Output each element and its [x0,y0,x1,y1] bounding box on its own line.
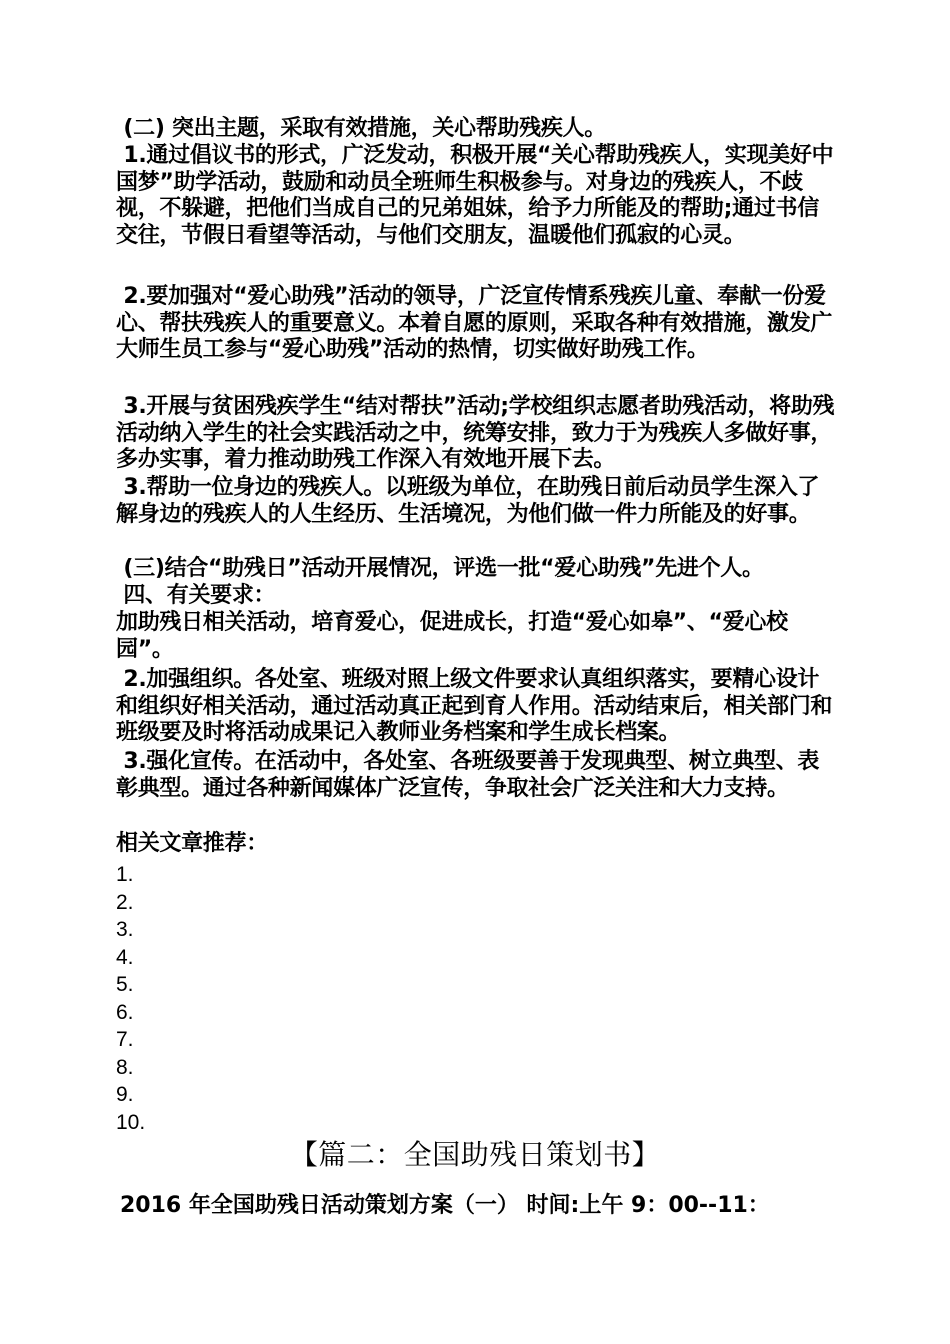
paragraph-requirement-2: 2.加强组织。各处室、班级对照上级文件要求认真组织落实，要精心设计和组织好相关活动，通过活动真正起到育人作用。活动结束后，相关部门和班级要及时将活动成果记入教师业务档案和学生成长档案。 [116,667,833,746]
list-item: 6. [116,1000,134,1024]
list-item: 4. [116,945,134,969]
list-item: 7. [116,1028,134,1051]
paragraph-item-2: 2.要加强对“爱心助残”活动的领导，广泛宣传情系残疾儿童、奉献一份爱心、帮扶残疾人的重要意义。本着自愿的原则，采取各种有效措施，激发广大师生员工参与“爱心助残”活动的热情，切实做好助残工作。 [116,284,833,363]
list-item: 5. [116,973,134,996]
recommended-list [116,861,145,1136]
recommended-heading: 相关文章推荐： [116,831,268,856]
list-item: 1. [116,863,134,886]
heading-requirements: 四、有关要求： [116,583,276,608]
plan-title-line: 2016 年全国助残日活动策划方案（一） 时间:上午 9：00--11： [120,1193,770,1218]
list-item: 10. [116,1110,146,1134]
paragraph-requirement-3: 3.强化宣传。在活动中，各处室、各班级要善于发现典型、树立典型、表彰典型。通过各种新闻媒体广泛宣传，争取社会广泛关注和大力支持。 [116,749,820,801]
list-item: 9. [116,1083,134,1106]
paragraph-item-3b: 3.帮助一位身边的残疾人。以班级为单位，在助残日前后动员学生深入了解身边的残疾人的人生经历、生活境况，为他们做一件力所能及的好事。 [116,475,820,527]
heading-section-3-b: (三)结合“助残日”活动开展情况，评选一批“爱心助残”先进个人。 [116,556,764,581]
paragraph-item-3a: 3.开展与贫困残疾学生“结对帮扶”活动;学校组织志愿者助残活动，将助残活动纳入学生的社会实践活动之中，统筹安排，致力于为残疾人多做好事，多办实事，着力推动助残工作深入有效地开展下去。 [116,394,835,473]
list-item: 2. [116,890,134,914]
paragraph-requirement-1: 加助残日相关活动，培育爱心，促进成长，打造“爱心如皋”、“爱心校园”。 [116,610,788,662]
list-item: 8. [116,1055,134,1079]
section-title: 【篇二：全国助残日策划书】 [289,1138,661,1171]
list-item: 3. [116,918,134,941]
heading-section-3: (二) 突出主题，采取有效措施，关心帮助残疾人。 [116,116,606,141]
paragraph-item-1: 1.通过倡议书的形式，广泛发动，积极开展“关心帮助残疾人，实现美好中国梦”助学活动，鼓励和动员全班师生积极参与。对身边的残疾人，不歧视，不躲避，把他们当成自己的兄弟姐妹，给予力所能及的帮助;通过书信交往，节假日看望等活动，与他们交朋友，温暖他们孤寂的心灵。 [116,143,834,248]
